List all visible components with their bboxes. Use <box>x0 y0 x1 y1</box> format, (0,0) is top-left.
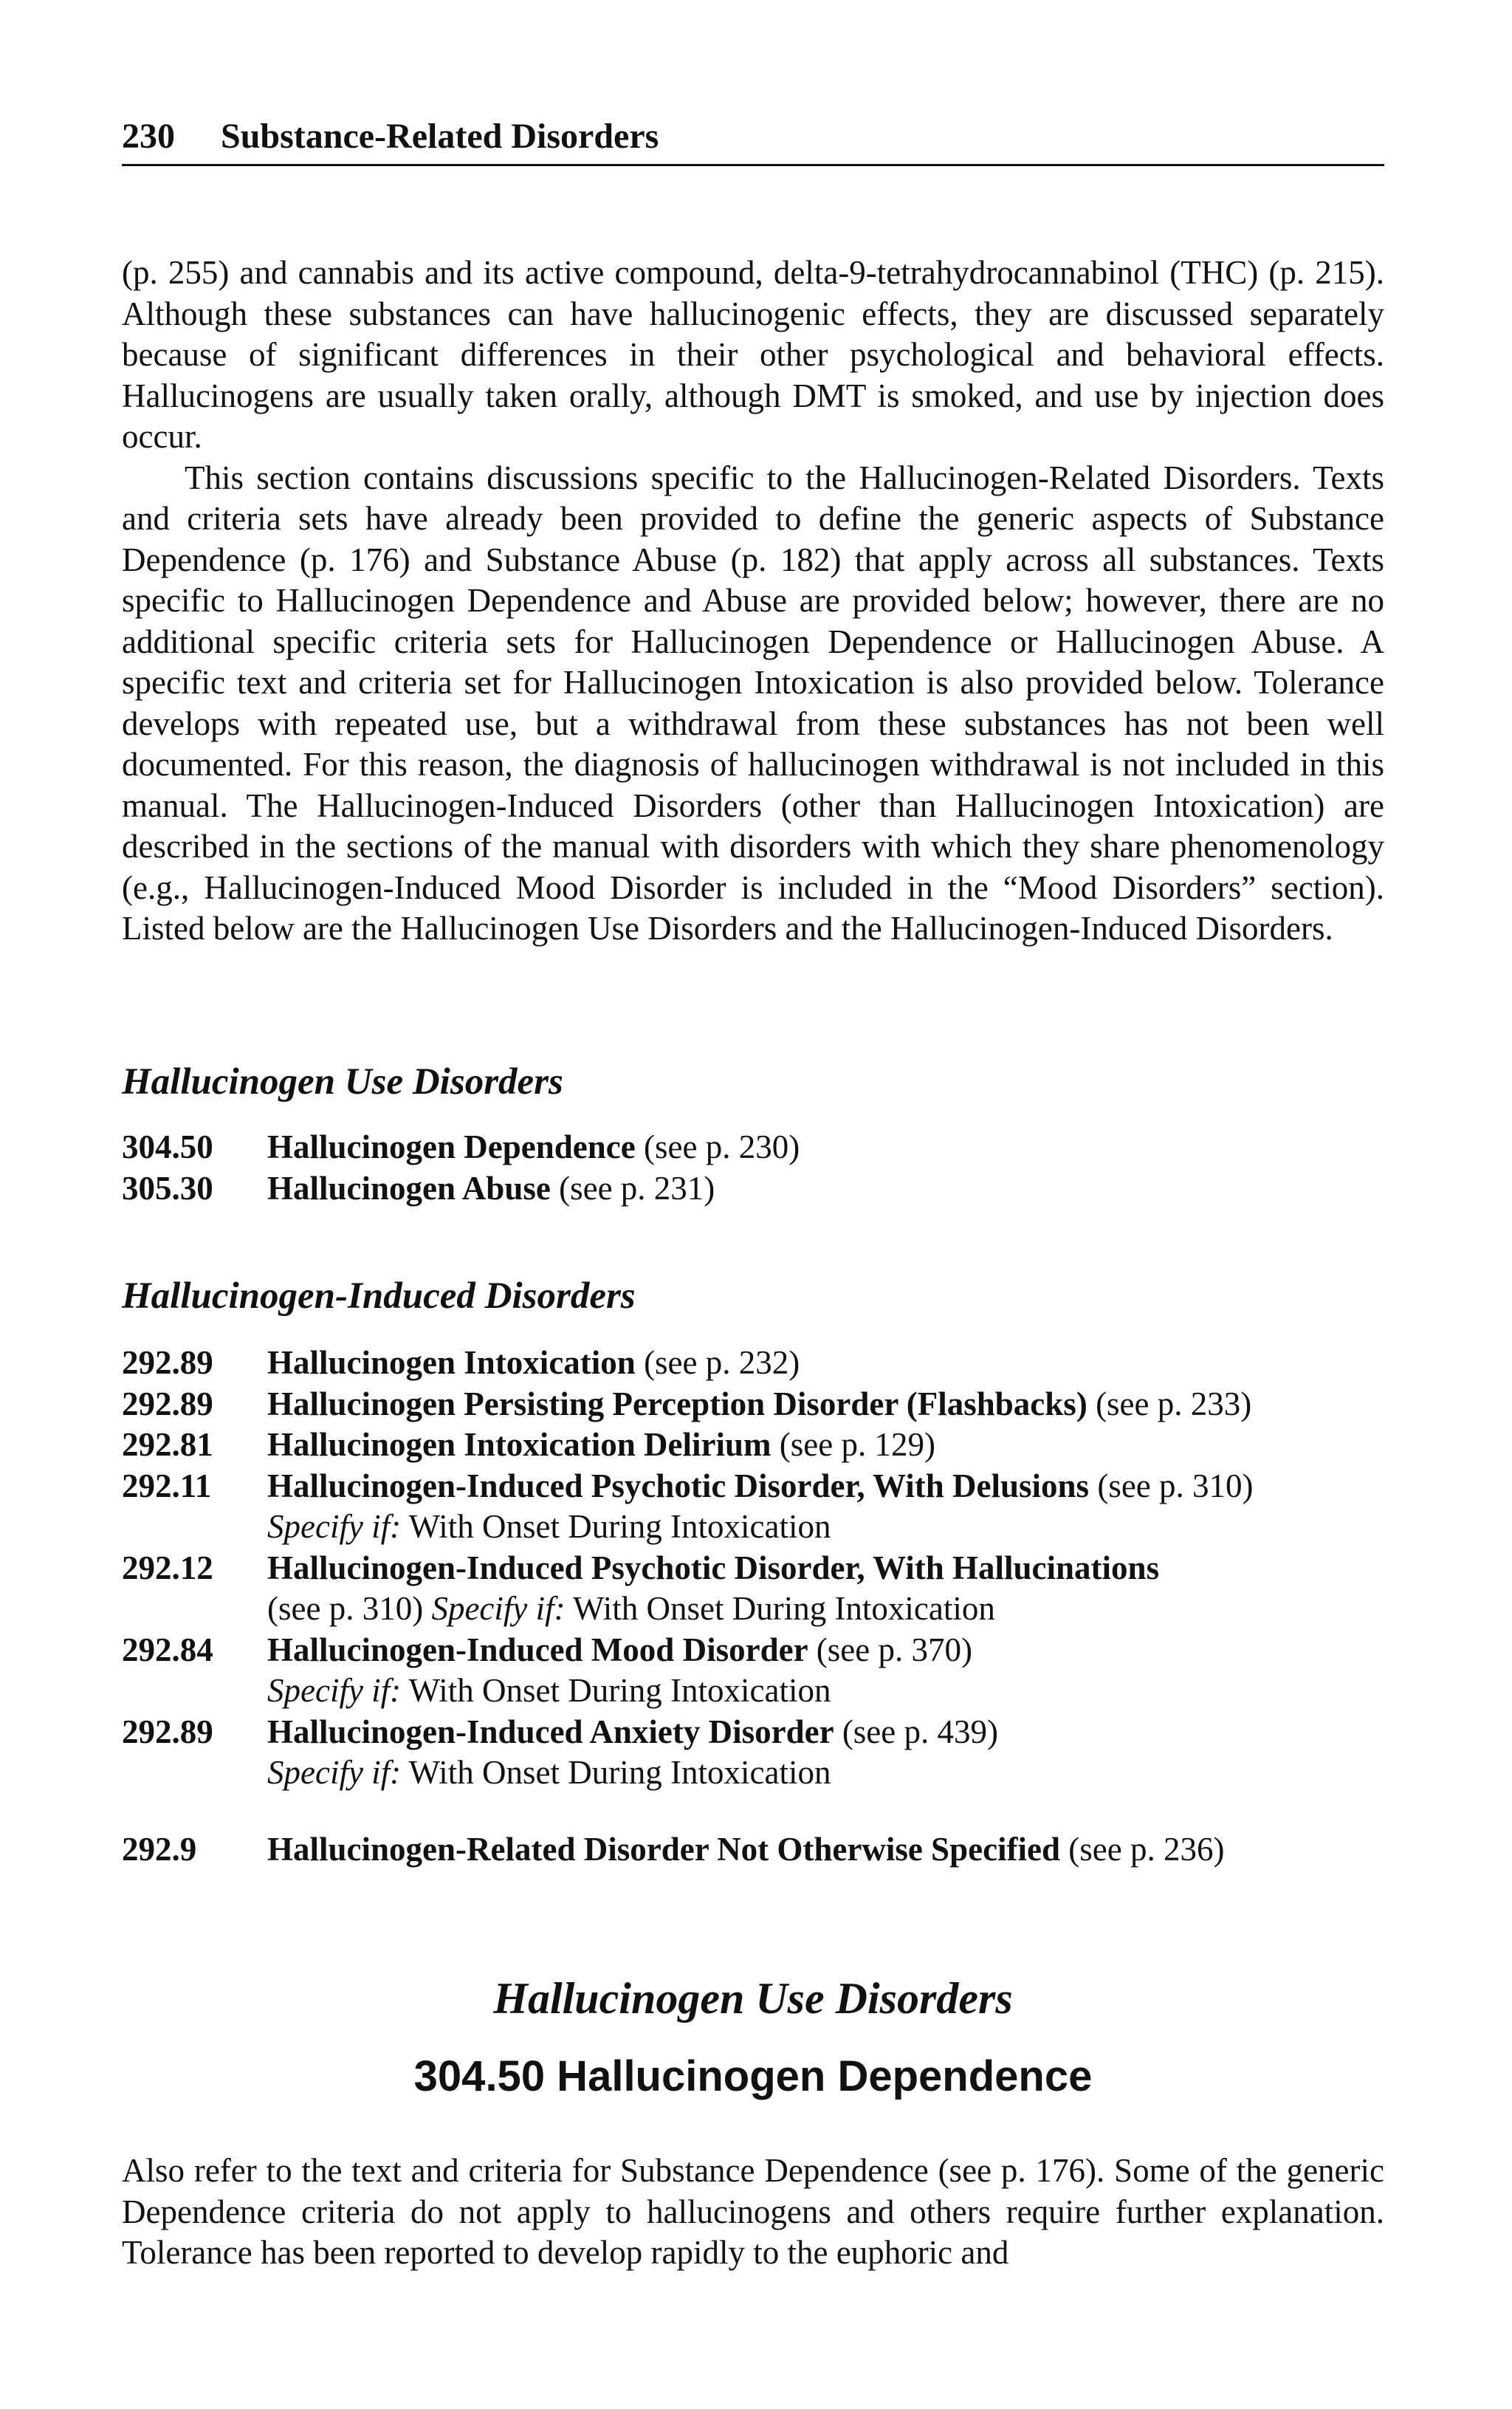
page-ref: (see p. 310) <box>267 1590 424 1627</box>
disorder-name: Hallucinogen-Induced Anxiety Disorder <box>267 1713 834 1750</box>
disorder-name: Hallucinogen-Induced Mood Disorder <box>267 1631 808 1668</box>
specify-label: Specify if: <box>267 1508 402 1545</box>
page-ref: (see p. 370) <box>816 1631 972 1668</box>
diagnostic-code: 292.81 <box>122 1426 213 1463</box>
list-gap <box>122 1794 1384 1829</box>
diagnostic-code: 292.84 <box>122 1631 213 1668</box>
diagnostic-code: 305.30 <box>122 1169 213 1207</box>
diagnostic-code: 304.50 <box>122 1128 213 1165</box>
document-page <box>122 0 1384 2409</box>
list-item <box>122 1630 1384 1712</box>
disorder-name: Hallucinogen-Induced Psychotic Disorder, With Delusions <box>267 1467 1090 1504</box>
specify-label: Specify if: <box>267 1672 402 1709</box>
disorder-name: Hallucinogen Abuse <box>267 1169 551 1207</box>
list-item <box>122 1548 1384 1630</box>
diagnostic-code: 292.89 <box>122 1385 213 1422</box>
section-text <box>122 2151 1384 2274</box>
page-ref: (see p. 230) <box>644 1128 800 1165</box>
list-item <box>122 1168 1384 1210</box>
specify-text: With Onset During Intoxication <box>408 1508 831 1545</box>
diagnostic-code: 292.12 <box>122 1549 213 1586</box>
specify-text: With Onset During Intoxication <box>573 1590 995 1627</box>
disorder-name: Hallucinogen Dependence <box>267 1128 636 1165</box>
page-ref: (see p. 233) <box>1096 1385 1252 1422</box>
diagnostic-code: 292.89 <box>122 1713 213 1750</box>
disorder-name: Hallucinogen-Induced Psychotic Disorder, With Hallucinations <box>267 1549 1160 1586</box>
disorder-name: Hallucinogen Intoxication <box>267 1344 636 1381</box>
section-paragraph: Also refer to the text and criteria for Substance Dependence (see p. 176). Some of the generic Dependence criteria do not apply to hallucinogens and others require further explanation. Tolerance has been reported to develop rapidly to the euphoric and <box>122 2152 1384 2271</box>
specify-label: Specify if: <box>431 1590 566 1627</box>
page-ref: (see p. 232) <box>644 1344 800 1381</box>
induced-disorders-heading: Hallucinogen-Induced Disorders <box>122 1275 636 1317</box>
list-item <box>122 1425 1384 1466</box>
diagnostic-code: 292.89 <box>122 1344 213 1381</box>
list-item <box>122 1127 1384 1168</box>
list-item <box>122 1466 1384 1548</box>
page-ref: (see p. 129) <box>779 1426 935 1463</box>
specify-label: Specify if: <box>267 1754 402 1791</box>
specify-text: With Onset During Intoxication <box>408 1754 831 1791</box>
disorder-name: Hallucinogen-Related Disorder Not Otherwise Specified <box>267 1830 1061 1868</box>
diagnostic-code: 292.9 <box>122 1830 197 1868</box>
intro-text <box>122 253 1384 950</box>
running-header <box>122 111 1384 162</box>
intro-paragraph-1: (p. 255) and cannabis and its active compound, delta-9-tetrahydrocannabinol (THC) (p. 215). Although these substances can have hallucinogenic effects, they are discussed separately because of significant differences in their other psychological and behavioral effects. Hallucinogens are usually taken orally, although DMT is smoked, and use by injection does occur. <box>122 254 1384 455</box>
page-ref: (see p. 310) <box>1097 1467 1254 1504</box>
list-item <box>122 1343 1384 1384</box>
disorder-name: Hallucinogen Persisting Perception Disorder (Flashbacks) <box>267 1385 1087 1422</box>
specify-text: With Onset During Intoxication <box>408 1672 831 1709</box>
page-ref: (see p. 236) <box>1068 1830 1225 1868</box>
header-rule <box>122 164 1384 166</box>
induced-disorders-list <box>122 1343 1384 1870</box>
use-disorders-heading: Hallucinogen Use Disorders <box>122 1061 563 1103</box>
page-number: 230 <box>122 117 175 156</box>
section-subtitle: 304.50 Hallucinogen Dependence <box>413 2052 1093 2100</box>
page-ref: (see p. 439) <box>842 1713 998 1750</box>
list-item <box>122 1829 1384 1871</box>
intro-paragraph-2: This section contains discussions specific to the Hallucinogen-Related Disorders. Texts and criteria sets have already been provided to define the generic aspects of Substance Dependence (p. 176) and Substance Abuse (p. 182) that apply across all substances. Texts specific to Hallucinogen Dependence and Abuse are provided below; however, there are no additional specific criteria sets for Hallucinogen Dependence or Hallucinogen Abuse. A specific text and criteria set for Hallucinogen Intoxication is also provided below. Tolerance develops with repeated use, but a withdrawal from these substances has not been well documented. For this reason, the diagnosis of hallucinogen withdrawal is not included in this manual. The Hallucinogen-Induced Disorders (other than Hallucinogen Intoxication) are described in the sections of the manual with disorders with which they share phenomenology (e.g., Hallucinogen-Induced Mood Disorder is included in the “Mood Disorders” section). Listed below are the Hallucinogen Use Disorders and the Hallucinogen-Induced Disorders. <box>122 459 1384 947</box>
diagnostic-code: 292.11 <box>122 1467 212 1504</box>
list-item <box>122 1384 1384 1425</box>
page-ref: (see p. 231) <box>559 1169 715 1207</box>
running-title: Substance-Related Disorders <box>221 117 659 156</box>
disorder-name: Hallucinogen Intoxication Delirium <box>267 1426 772 1463</box>
section-title: Hallucinogen Use Disorders <box>493 1974 1013 2023</box>
use-disorders-list <box>122 1127 1384 1209</box>
list-item <box>122 1712 1384 1794</box>
